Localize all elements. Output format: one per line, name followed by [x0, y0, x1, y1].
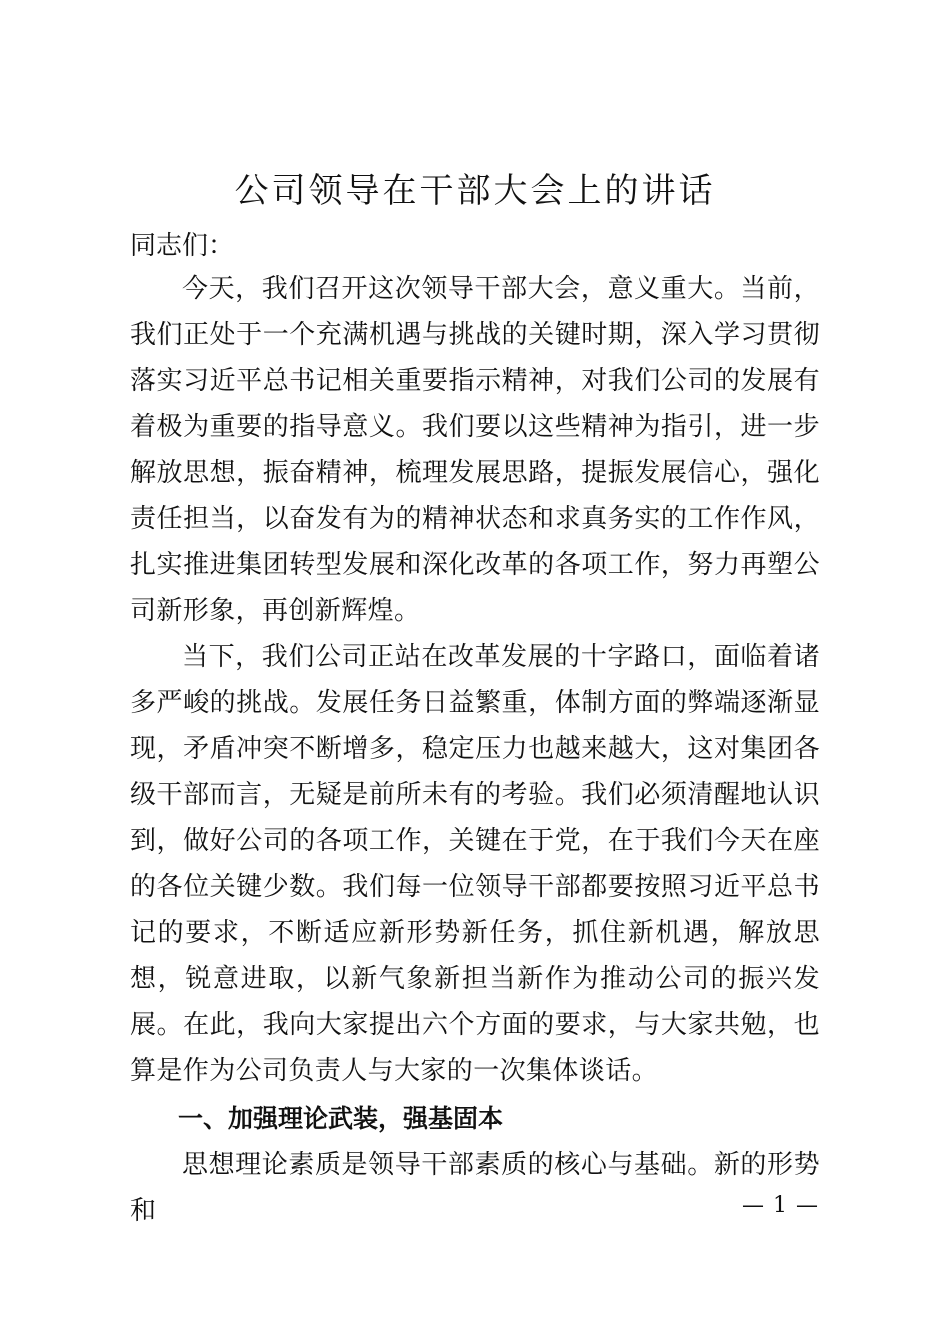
- paragraph-intro: 今天，我们召开这次领导干部大会，意义重大。当前，我们正处于一个充满机遇与挑战的关键时期，深入学习贯彻落实习近平总书记相关重要指示精神，对我们公司的发展有着极为重要的指导意义。我们要以这些精神为指引，进一步解放思想，振奋精神，梳理发展思路，提振发展信心，强化责任担当，以奋发有为的精神状态和求真务实的工作作风，扎实推进集团转型发展和深化改革的各项工作，努力再塑公司新形象，再创新辉煌。: [130, 274, 820, 626]
- section-heading: 一、加强理论武装，强基固本: [178, 1104, 504, 1133]
- section-paragraph: 思想理论素质是领导干部素质的核心与基础。新的形势和: [130, 1150, 820, 1226]
- page-number: — 1 —: [742, 1193, 819, 1218]
- document-title: 公司领导在干部大会上的讲话: [234, 171, 716, 211]
- paragraph-challenges: 当下，我们公司正站在改革发展的十字路口，面临着诸多严峻的挑战。发展任务日益繁重，体制方面的弊端逐渐显现，矛盾冲突不断增多，稳定压力也越来越大，这对集团各级干部而言，无疑是前所未有的考验。我们必须清醒地认识到，做好公司的各项工作，关键在于党，在于我们今天在座的各位关键少数。我们每一位领导干部都要按照习近平总书记的要求，不断适应新形势新任务，抓住新机遇，解放思想，锐意进取，以新气象新担当新作为推动公司的振兴发展。在此，我向大家提出六个方面的要求，与大家共勉，也算是作为公司负责人与大家的一次集体谈话。: [130, 642, 820, 1086]
- salutation: 同志们：: [130, 231, 235, 261]
